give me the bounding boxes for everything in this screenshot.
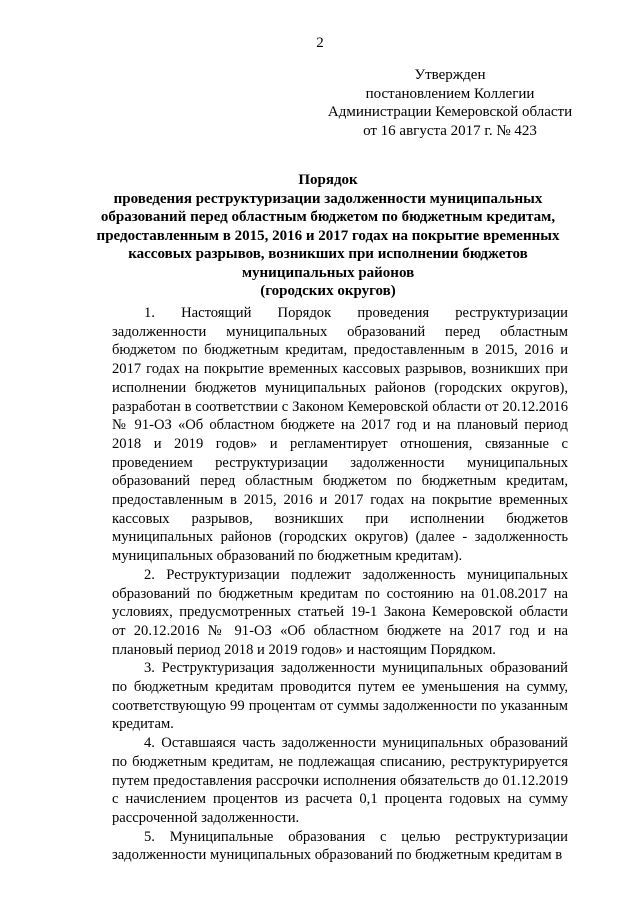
title-line: проведения реструктуризации задолженности муниципальных — [113, 190, 543, 207]
approval-stamp — [300, 66, 600, 140]
paragraph-1: 1. Настоящий Порядок проведения реструктуризации задолженности муниципальных образований перед областным бюджетом по бюджетным кредитам, предоставленным в 2015, 2016 и 2017 годах на покрытие временных кассовых разрывов, возникших при исполнении бюджетов муниципальных районов (городских округов), разработан в соответствии с Законом Кемеровской области от 20.12.2016 № 91-ОЗ «Об областном бюджете на 2017 год и на плановый период 2018 и 2019 годов» и регламентирует отношения, связанные с проведением реструктуризации задолженности муниципальных образований перед областным бюджетом по бюджетным кредитам, предоставленным в 2015, 2016 и 2017 годах на покрытие временных кассовых разрывов, возникших при исполнении бюджетов муниципальных районов (городских округов) (далее - задолженность муниципальных образований по бюджетным кредитам). — [112, 305, 568, 565]
title-line: образований перед областным бюджетом по бюджетным кредитам, — [100, 209, 556, 225]
approval-line: постановлением Коллегии — [365, 85, 535, 102]
paragraph-4: 4. Оставшаяся часть задолженности муниципальных образований по бюджетным кредитам, не подлежащая списанию, реструктурируется путем предоставления рассрочки исполнения обязательств до 01.12.2019 с начислением процентов из расчета 0,1 процента годовых на сумму рассроченной задолженности. — [112, 735, 568, 826]
paragraph-5: 5. Муниципальные образования с целью реструктуризации задолженности муниципальных образований по бюджетным кредитам в — [112, 828, 568, 864]
approval-line: Утвержден — [414, 67, 486, 83]
title-line: (городских округов) — [260, 283, 396, 299]
title-line: муниципальных районов — [241, 264, 415, 281]
title-line: предоставленным в 2015, 2016 и 2017 годах на покрытие временных — [96, 227, 560, 244]
title-line: кассовых разрывов, возникших при исполнении бюджетов — [128, 246, 528, 262]
page-number: 2 — [316, 35, 324, 51]
approval-line: от 16 августа 2017 г. № 423 — [363, 122, 537, 139]
document-title — [88, 171, 568, 301]
title-line: Порядок — [298, 172, 358, 188]
approval-line: Администрации Кемеровской области — [327, 104, 573, 120]
paragraph-2: 2. Реструктуризации подлежит задолженность муниципальных образований по бюджетным кредитам по состоянию на 01.08.2017 на условиях, предусмотренных статьей 19-1 Закона Кемеровской области от 20.12.2016 № 91-ОЗ «Об областном бюджете на 2017 год и на плановый период 2018 и 2019 годов» и настоящим Порядком. — [112, 566, 568, 658]
paragraph-3: 3. Реструктуризация задолженности муниципальных образований по бюджетным кредитам проводится путем ее уменьшения на сумму, соответствующую 99 процентам от суммы задолженности по указанным кредитам. — [112, 660, 568, 733]
document-body — [112, 304, 568, 865]
